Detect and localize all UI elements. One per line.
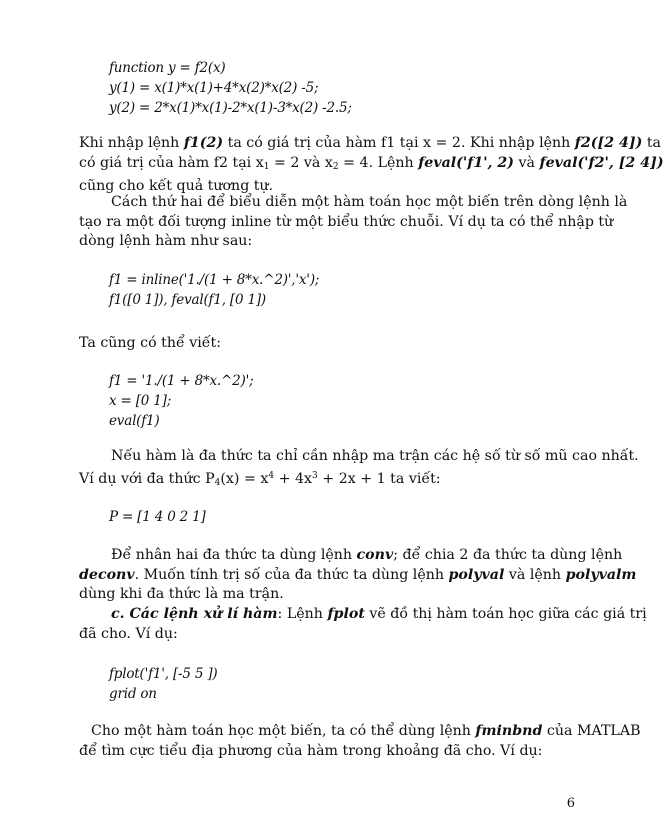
inline-code: fplot — [327, 606, 365, 622]
inline-code: fminbnd — [475, 723, 543, 739]
inline-code: feval('f2', [2 4]) — [539, 154, 664, 171]
inline-code: feval('f1', 2) — [418, 154, 514, 171]
paragraph-conv-deconv — [79, 546, 637, 605]
text-line: Nếu hàm là đa thức ta chỉ cần nhập ma trận các hệ số từ số mũ cao nhất. — [111, 448, 639, 464]
paragraph-function-commands — [79, 605, 647, 644]
code-line: grid on — [109, 686, 157, 702]
text-line: c. Các lệnh xử lí hàm: Lệnh fplot vẽ đồ thị hàm toán học giữa các giá trị — [111, 606, 647, 622]
paragraph-inline-object — [79, 193, 628, 252]
paragraph-polynomial — [79, 447, 639, 493]
paragraph-fminbnd — [79, 722, 641, 761]
code-block-polynomial-vector — [109, 507, 206, 527]
text-line: Để nhân hai đa thức ta dùng lệnh conv; để chia 2 đa thức ta dùng lệnh — [111, 547, 623, 563]
text-line: đã cho. Ví dụ: — [79, 625, 178, 642]
code-line: f1 = inline('1./(1 + 8*x.^2)','x'); — [109, 272, 320, 288]
text-line: có giá trị của hàm f2 tại $x_1 = 2$ và $x_2 = 4$. Lệnh feval('f1', 2) và feval('f2', [2 4]) — [79, 154, 664, 172]
code-line: y(1) = x(1)*x(1)+4*x(2)*x(2) -5; — [109, 80, 319, 96]
inline-code: conv — [356, 547, 394, 563]
text-line: deconv. Muốn tính trị số của đa thức ta dùng lệnh polyval và lệnh polyvalm — [79, 566, 637, 583]
text-line: tạo ra một đối tượng inline từ một biểu thức chuỗi. Ví dụ ta có thể nhập từ — [79, 213, 614, 230]
inline-code: polyval — [448, 566, 505, 583]
code-line: eval(f1) — [109, 413, 160, 429]
text-line: Cách thứ hai để biểu diễn một hàm toán học một biến trên dòng lệnh là — [111, 194, 628, 210]
text-line: để tìm cực tiểu địa phương của hàm trong khoảng đã cho. Ví dụ: — [79, 742, 543, 759]
text-line: dùng khi đa thức là ma trận. — [79, 586, 284, 602]
inline-code: polyvalm — [565, 566, 637, 583]
text-line: Khi nhập lệnh f1(2) ta có giá trị của hàm f1 tại x = 2. Khi nhập lệnh f2([2 4]) ta — [79, 135, 661, 151]
code-block-fplot — [109, 664, 218, 704]
text-line: dòng lệnh hàm như sau: — [79, 233, 253, 249]
inline-code: deconv — [79, 566, 135, 583]
section-heading: c. Các lệnh xử lí hàm — [111, 606, 278, 622]
code-line: P = [1 4 0 2 1] — [109, 509, 206, 525]
code-line: f1 = '1./(1 + 8*x.^2)'; — [109, 373, 254, 389]
code-line: fplot('f1', [-5 5 ]) — [109, 666, 218, 682]
code-line: function y = f2(x) — [109, 60, 226, 76]
inline-code: f2([2 4]) — [574, 135, 643, 151]
paragraph-alternative — [79, 334, 587, 354]
code-block-eval — [109, 371, 253, 431]
text-line: Ta cũng có thể viết: — [79, 335, 221, 351]
text-line: Cho một hàm toán học một biến, ta có thể dùng lệnh fminbnd của MATLAB — [91, 723, 641, 739]
code-line: y(2) = 2*x(1)*x(1)-2*x(1)-3*x(2) -2.5; — [109, 100, 352, 116]
page-number: 6 — [566, 796, 575, 811]
code-line: x = [0 1]; — [109, 393, 172, 409]
text-line: cũng cho kết quả tương tự. — [79, 178, 274, 194]
code-block-f2-function — [109, 58, 352, 118]
code-line: f1([0 1]), feval(f1, [0 1]) — [109, 292, 266, 308]
code-block-inline — [109, 270, 319, 310]
text-line: Ví dụ với đa thức $P_4(x) = x^4 + 4x^3 + 2x + 1$ ta viết: — [79, 470, 441, 488]
inline-code: f1(2) — [183, 135, 224, 151]
paragraph-f1-f2-evaluation — [79, 134, 664, 197]
